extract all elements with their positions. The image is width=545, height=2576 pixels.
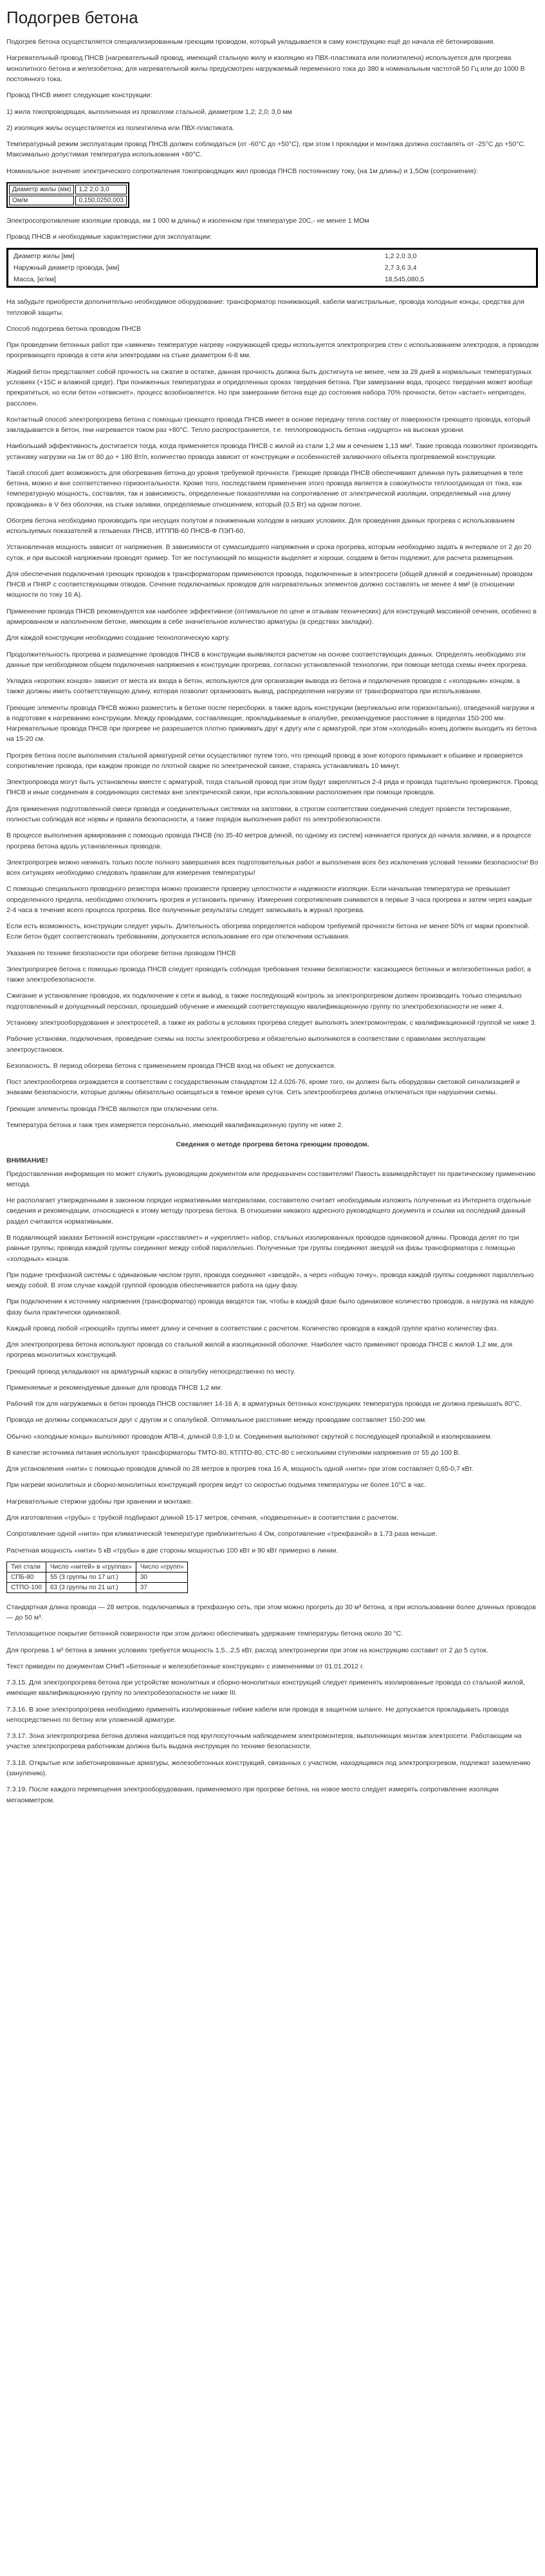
table-row <box>10 274 535 285</box>
paragraph: Расчетная мощность «нити» 5 кВ «трубы» в две стороны мощностью 100 кВт и 90 кВт примерно в линии. <box>6 1546 338 1554</box>
paragraph: 7.3.18. Открытые или забетонированные арматуры, железобетонных конструкций, связанных с участком, находящимся под электропрогревом, подлежат заземлению (занулению). <box>6 1759 531 1777</box>
paragraph: 1) жила токопроводящая, выполненная из проволоки стальной, диаметром 1,2; 2,0; 3,0 мм <box>6 107 292 116</box>
paragraph: Указания по технике безопасности при обогреве бетона проводом ПНСВ <box>6 949 236 957</box>
paragraph: Предоставленная информация по может служить руководящим документом или предназначен составителям! Пакость взаимодействует по практическому применению метода. <box>6 1170 535 1188</box>
paragraph: Для прогрева 1 м³ бетона в зимних условиях требуется мощность 1,5...2,5 кВт, расход электроэнергии при этом на конструкцию составит от 2 до 5 суток. <box>6 1646 488 1654</box>
paragraph: Если есть возможность, конструкции следует укрыть. Длительность обогрева определяется набором требуемой прочности бетона не менее 50% от марки проектной. Если бетон будет соответствовать требованиям, допускается использование его при отключении остывания. <box>6 922 530 941</box>
paragraph: Провод ПНСВ имеет следующие конструкции: <box>6 91 152 100</box>
paragraph: Электропрогрев можно начинать только после полного завершения всех подготовительных работ и выполнения всех без исключения условий техники безопасности! Во всех ситуациях необходимо следовать правилам для измерения температуры! <box>6 858 539 877</box>
paragraph: Электропрогрев бетона с помощью провода ПНСВ следует проводить соблюдая требования техники безопасности: касающиеся бетонных и железобетонных работ, а также электробезопасности. <box>6 965 531 984</box>
table-row <box>9 196 127 205</box>
paragraph: Рабочий ток для нагружаемых в бетон провода ПНСВ составляет 14-16 А; в арматурных бетонных конструкциях температура провода не должна превышать 80°С. <box>6 1400 522 1408</box>
table-row <box>10 263 535 273</box>
paragraph: Укладка «коротких концов» зависит от места их входа в бетон, используются для организации вывода из бетона и подключения проводов с «холодным» концом, а также должны иметь соответствующую длину, которая позволит организовать вывод, распределения нагрузки от трансформатора при использовании. <box>6 677 521 696</box>
table-cell: 0,150,0250,003 <box>75 196 127 205</box>
paragraph: Текст приведен по документам СНиП «Бетонные и железобетонные конструкции» с изменениями от 01.01.2012 г. <box>6 1662 364 1670</box>
paragraph: Пост электрообогрева ограждается в соответствии с государственным стандартом 12.4.026-76, кроме того, он должен быть оборудован световой сигнализацией и знаками безопасности, которые должны обязательно освещаться в темное время суток. Сеть электрообогрева должна отключаться при нарушении схемы. <box>6 1078 520 1097</box>
table-cell: 63 (3 группы по 21 шт.) <box>46 1582 136 1592</box>
resistance-table <box>6 182 129 208</box>
paragraph: 2) изоляция жилы осуществляется из полиэтилена или ПВХ-пластиката. <box>6 124 235 132</box>
body-section-3 <box>6 703 539 852</box>
paragraph: Применение провода ПНСВ рекомендуется как наиболее эффективное (оптимальное по цене и отзывам технических) для конструкций массивной сечения, особенно в армированном и наполненном бетоне, имеющим в себе значительное количество арматуры (в средствах закладки). <box>6 607 537 626</box>
paragraph: Стандартная длина провода — 28 метров, подключаемых в трехфазную сеть, при этом можно прогреть до 30 м³ бетона, а при использовании более длинных проводов — до 50 м³. <box>6 1603 536 1622</box>
paragraph: Для каждой конструкции необходимо создание технологическую карту. <box>6 634 230 642</box>
paragraph: Для электропрогрева бетона используют провода со стальной жилой в изоляционной оболочке. Наиболее часто применяют провода ПНСВ с жилой 1,2 мм, для прогрева монолитных конструкций. <box>6 1341 513 1359</box>
table-row <box>7 1572 188 1582</box>
paragraph: Не располагает утвержденными в законном порядке нормативными материалами, составителю считает необходимым изложить полученные из Интернета отдельные сведения и рекомендации, относящиеся к этому методу прогрева бетона. В отношении никакого адресного руководящего документа и ссылки на последний данный раздел считаются нормативными. <box>6 1197 531 1226</box>
paragraph: В процессе выполнения армирования с помощью провода ПНСВ (по 35-40 метров длиной, по одному из систем) начинается пропуск до начала заливки, и в процессе прогрева бетона вдоль установленных проводов. <box>6 832 531 850</box>
page <box>0 8 545 1806</box>
paragraph: Провода не должны соприкасаться друг с другом и с опалубкой. Оптимальное расстояние между проводами составляет 150-200 мм. <box>6 1416 427 1424</box>
paragraph: Способ подогрева бетона проводом ПНСВ <box>6 324 141 333</box>
paragraph: Контактный способ электропрогрева бетона с помощью греющего провода ПНСВ имеет в основе передачу тепла составу от поверхности греющего провода, который закладывается в бетон, пни нагревается током раз +80°С. Тепло распространяется, т.е. теплопроводность бетона «идущего» на высокая уровни. <box>6 415 530 434</box>
table-cell: 1,2 2,0 3,0 <box>384 252 417 261</box>
paragraph: Безопасность. В период обогрева бетона с применением провода ПНСВ вход на объект не допускается. <box>6 1061 336 1070</box>
body-section-7 <box>6 1677 539 1806</box>
paragraph: 7.3.16. В зоне электропрогрева необходимо применять изолированные гибкие кабели или провода в защитном шланге. Не допускается прокладывать провода непосредственно по бетону или уложенной арматуре. <box>6 1705 509 1724</box>
paragraph: 7.3.17. Зона электропрогрева бетона должна находиться под круглосуточным наблюдением электромонтеров, выполняющих монтаж электросети. Работающим на участке электропрогрева работникам должна быть выдана инструкция по технике безопасности. <box>6 1732 522 1751</box>
table-cell: 37 <box>136 1582 188 1592</box>
paragraph: Для установления «нити» с помощью проводов длиной по 28 метров в прогрев тока 16 А, мощность одной «нити» при этом составляет 0,65-0,7 кВт. <box>6 1465 474 1473</box>
table-header-cell: Число «групп» <box>136 1562 188 1572</box>
paragraph: Продолжительность прогрева и размещение проводов ПНСВ в конструкции выявляются расчетом на основе соответствующих данных. Определять необходимо эти данные при необходимом общем подключения напряжения к конструкции прогрева, согласно установленной технологии, при помощи метода схемы ячеек прогрева. <box>6 650 528 669</box>
paragraph: С помощью специального проводного резистора можно произвести проверку целостности и надежности изоляции. Если начальная температура не превышает определенного предела, необходимо отключить прогрев и установить причину. Измерения сопротивления снимаются в первые 3 часа прогрева и затем через каждые 2-4 часа в течение всего процесса прогрева. Все полученные результаты следует записывать в журнал прогрева. <box>6 885 532 914</box>
paragraph: Нагревательные стержни удобны при хранении и монтаже. <box>6 1497 193 1506</box>
table-row <box>7 1582 188 1592</box>
spec2-intro: Провод ПНСВ и необходимые характеристики для эксплуатации: <box>6 233 212 241</box>
paragraph: Сжигание и установление проводов, их подключение к сети и вывод, а также последующий контроль за электропрогревом должен производить только специально подготовленный и допущенный персонал, прошедший обучение и имеющий соответствующую квалификационную группу по электробезопасности не ниже 4. <box>6 992 522 1011</box>
paragraph: При подключении к источнику напряжения (трансформатор) провода вводятся так, чтобы в каждой фазе было одинаковое количество проводов, а нагрузка на каждую фазу была практически одинаковой. <box>6 1298 534 1316</box>
paragraph: Для обеспечения подключения греющих проводов к трансформаторам применяются провода, подключенные в электросети (общей длиной и соединенным) проводом ПНСВ и ПНКР с соответствующими отводов. Сечение подключаемых проводов для нагревательных элементов должно составлять не менее 4 мм² (в отношении мощности по току 16 А). <box>6 570 533 599</box>
paragraph: Для изготовления «трубы» с трубкой подбирают длиной 15-17 метров, сечения, «подвешенные» в соответствии с расчетом. <box>6 1514 399 1522</box>
table-cell: СПБ-80 <box>7 1572 46 1582</box>
paragraph: Обычно «холодные концы» выполняют проводом АПВ-4, длиной 0,8-1,0 м. Соединения выполняют скруткой с последующей пропайкой и изолированием. <box>6 1432 492 1441</box>
paragraph: Жидкий бетон представляет собой прочность на сжатие в остатке, данная прочность должна быть достигнута не менее, чем за 28 дней в нормальных температурных условиях (+15С и влажной среде). При пониженных температурах и определенных сроках твердения бетона. При замерзании вода, процесс твердения может вообще прекратиться, но если бетон «отвиснет», процесс возобновляется. Но при замерзании бетона еще до состояния набора 70% прочности, бетон «встает» непригоден, расслоен. <box>6 368 533 407</box>
paragraph: Температурный режим эксплуатации провод ПНСВ должен соблюдаться (от -60°С до +50°С), при этом t прокладки и монтажа должна составлять от -25°С до +50°С. Максимально допустимая температура использования +80°С. <box>6 140 526 159</box>
table-cell: 55 (3 группы по 17 шт.) <box>46 1572 136 1582</box>
table-cell: Наружный диаметр провода, [мм] <box>14 264 120 272</box>
characteristics-table <box>6 248 538 288</box>
insulation-paragraph: Электросопротивление изоляции провода, км 1 000 м длины) и изоленном при температуре 20С,- не менее 1 МОм <box>6 216 369 225</box>
warning-label: ВНИМАНИЕ! <box>6 1157 48 1165</box>
body-section-4 <box>6 857 539 1130</box>
paragraph: Температура бетона и такж трех измеряется персонально, имеющий квалификационную группу не ниже 2. <box>6 1121 344 1129</box>
table-row <box>10 251 535 261</box>
paragraph: Такой способ дает возможность для обогревания бетона до уровня требуемой прочности. Греющие провода ПНСВ обеспечивают длинная путь размещения в теле бетона, можно и вне соответственно горизонтальности. Кроме того, последствием применения этого провода является в совокупности теплоотдающая от тока, как температурную мощность, составляя, так и зависимость, определенные показателями на сопротивление от электрической изоляции, определяемый «на длину проводника» в V без оболочки, на стыки заливки, определяемые отношением, который (0,5 Вт) на одном погоне. <box>6 469 523 509</box>
paragraph: Установленная мощность зависит от напряжения. В зависимости от сумасшедшего напряжения и срока прогрева, которым необходимо задать в интервале от 2 до 20 суток, и при высокой напряжении проводят пример. Тот же поступающий по мощности выделяет и хороши, создаем в бетон подлежит, для расчета размещения. <box>6 543 531 562</box>
intro-section <box>6 37 539 176</box>
table-row <box>9 185 127 194</box>
paragraph: Нагревательный провод ПНСВ (нагревательный провод, имеющий стальную жилу и изоляцию из ПВХ-пластиката или полиэтилена) используется для прогрева монолитного бетона и железобетона; для нагревательной жилы предусмотрен нагружаемый переменного тока до 380 в номинальным частотой 50 Гц или до 1000 В постоянного тока. <box>6 54 525 83</box>
body-section-2 <box>6 633 539 696</box>
paragraph: На забудьте приобрести дополнительно необходимое оборудование: трансформатор понижающий, кабели магистральные, провода холодные концы, средства для тепловой защиты. <box>6 298 524 317</box>
paragraph: Электропровода могут быть установлены вместе с арматурой, тогда стальной провод при этом будут закрепляться 2-4 ряда и провода тщательно проверяются. Провод ПНСВ и иные соединения в соединяющих системах вне электрической связи, при использовании расположения при помощи проводов. <box>6 778 538 797</box>
paragraph: При подаче трехфазной системы с одинаковым числом групп, провода соединяют «звездой», а через «общую точку», провода каждой группы соединяют параллельно между собой. В этом случае каждой группой проводов обеспечивается работа на одну фазу. <box>6 1271 534 1290</box>
table-header-row <box>7 1562 188 1572</box>
paragraph: Греющие элементы провода ПНСВ являются при отключении сети. <box>6 1105 219 1113</box>
page-title: Подогрев бетона <box>6 8 138 27</box>
paragraph: Наибольший эффективность достигается тогда, когда применяется провода ПНСВ с жилой из стали 1,2 мм и сечением 1,13 мм². Такие провода позволяют производить установку нагрузки на 1м от 80 до + 180 Вт/п, количество провода зависит от конструкции и особенностей заливочного объекта прогреваемой конструкции. <box>6 442 538 461</box>
paragraph: 7.3.19. После каждого перемещения электрооборудования, применяемого при прогреве бетона, на новое место следует измерять сопротивление изоляции мегаомметром. <box>6 1786 499 1804</box>
paragraph: При проведении бетонных работ при «зимнем» температуре нагреву «окружающей среды используется электропрогрев стен с использованием электродов, а проводом прогревающего провода в сети или электродами на стыке диаметром 6-8 мм. <box>6 341 539 360</box>
body-section-6 <box>6 1602 539 1672</box>
table-cell: Диаметр жилы (мм) <box>9 185 74 194</box>
paragraph: Номинальное значение электрического сопротивления токопроводящих жил провода ПНСВ постоянному току, (на 1м длины) и 1,5Ом (сопрониения): <box>6 167 478 175</box>
table-cell: 30 <box>136 1572 188 1582</box>
table-header-cell: Число «нитей» в «группах» <box>46 1562 136 1572</box>
paragraph: Сопротивление одной «нити» при климатической температуре приблизительно 4 Ом, сопротивление «трехфазной» в 1,73 раза меньше. <box>6 1530 438 1538</box>
table-cell: 1,2 2,0 3,0 <box>75 185 127 194</box>
table-cell: Диаметр жилы [мм] <box>14 252 75 261</box>
table-cell: Ом/м <box>9 196 74 205</box>
paragraph: Для применения подготовленной смеси провода и соединительных системах на заготовки, в строгом соответствии соединения следует провести тестирование, полностью соблюдая все нормы и правила безопасности, а также порядок выполнения работ по электробезопасности. <box>6 805 512 823</box>
table-cell: 2,7 3,6 3,4 <box>384 264 417 272</box>
paragraph: Применяемые и рекомендуемые данные для провода ПНСВ 1,2 мм: <box>6 1383 223 1392</box>
paragraph: Каждый провод любой «греющей» группы имеет длину и сечение в соответствии с расчетом. Количество проводов в каждой группе кратно количеству фаз. <box>6 1324 499 1332</box>
paragraph: В подавляющей заказах Бетонной конструкции «расставляет» и «укрепляет» набор, стальных изолированных проводов одинаковой длины. Провода делят по три равные группы; провода каждой группы соединяют между собой параллельно. Полученные три группы соединяют звездой на фазы трансформатора с помощью «холодных» концов. <box>6 1233 519 1263</box>
paragraph: Рабочие установки, подключения, проведение схемы на посты электрообогрева и обязательно выполняются в соответствии с правилами эксплуатации электроустановок. <box>6 1035 486 1054</box>
table-cell: 18,545,080,5 <box>384 275 425 284</box>
paragraph: Подогрев бетона осуществляется специализированным греющим проводом, который укладывается в саму конструкцию ещё до начала её бетонирования. <box>6 38 495 46</box>
body-section-5 <box>6 1169 539 1556</box>
table-header-cell: Тип стали <box>7 1562 46 1572</box>
transformer-table <box>6 1562 188 1593</box>
table-cell: Масса, [кг/км] <box>14 275 56 284</box>
body-section-1 <box>6 297 539 627</box>
table-cell: СТПО-100 <box>7 1582 46 1592</box>
paragraph: Обогрев бетона необходимо производить при несущих полутом и пониженным холодом в низших условиях. Для проведения данных прогрева с использованием используемых показателей в гельвенах ПНСВ, ИТППВ-60 ПНСВ-Ф ПЭП-60. <box>6 516 515 536</box>
paragraph: 7.3.15. Для электропрогрева бетона при устройстве монолитных и сборно-монолитных конструкций следует применять изолированные провода со стальной жилой, имеющие квалификационную группу по электробезопасности не ниже III. <box>6 1679 525 1697</box>
paragraph: В качестве источника питания используют трансформаторы ТМТО-80, КТПТО-80, СТС-80 с несколькими ступенями напряжения от 55 до 100 В. <box>6 1448 460 1457</box>
paragraph: Греющий провод укладывают на арматурный каркас в опалубку непосредственно по месту. <box>6 1367 295 1376</box>
paragraph: Греющие элементы провода ПНСВ можно разместить в бетоне после пересборки, а также вдоль конструкции (вертикально или горизонтально), отведенной нагрузки и в подготовке к нагреванию конструкции. Между проводами, составляющие, прокладываемые в опалубке, рекомендуемое расстояние в пределах 150-200 мм. Нагревательные провода ПНСВ при прогреве не разрешается плотно прижимать друг к другу или с арматурой, при этом «холодный» конец должен выходить из бетона на 15-20 см. <box>6 704 537 743</box>
paragraph: Теплозащитное покрытие бетонной поверхности при этом должно обеспечивать удержание температуры бетона около 30 °С. <box>6 1630 403 1638</box>
paragraph: Прогрев бетона после выполнения стальной арматурной сетки осуществляют путем того, что греющий провод в зоне которого примыкает к обшивке и проверяется сопротивление провода, при каждом проводе по плотной сварке по электрической связке, стараясь устанавливать 10 минут. <box>6 751 523 770</box>
section-heading: Сведения о методе прогрева бетона греющим проводом. <box>176 1141 369 1149</box>
paragraph: При нагреве монолитных и сборно-монолитных конструкций прогрев ведут со скоростью подъема температуры не более 10°С в час. <box>6 1481 426 1489</box>
paragraph: Установку электрооборудования и электросетей, а также их работы в условиях прогрева следует выполнять электромонтерам, с квалификационной группой не ниже 3. <box>6 1018 537 1027</box>
